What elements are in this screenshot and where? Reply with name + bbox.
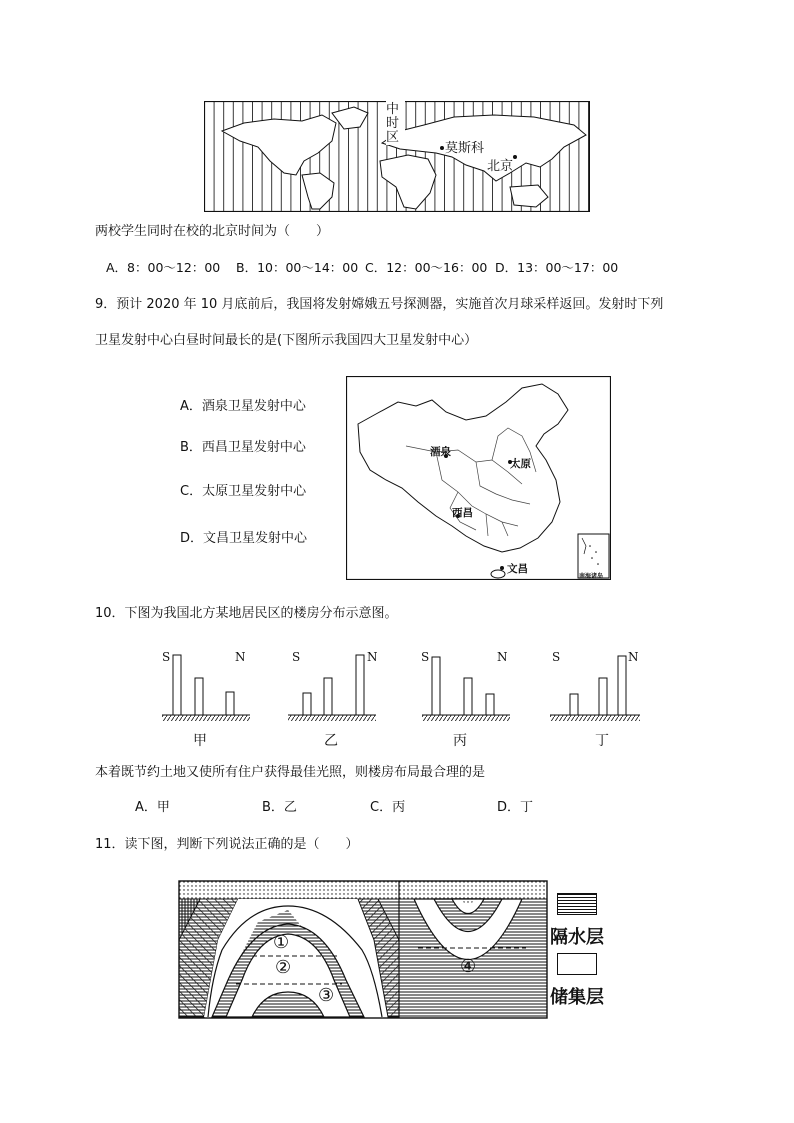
diagram-yi-label: 乙 [324, 733, 338, 749]
diagram-bing-s-label: S [421, 650, 430, 664]
diagram-ding-s-label: S [552, 650, 561, 664]
q10-stem: 10．下图为我国北方某地居民区的楼房分布示意图。 [95, 606, 398, 621]
legend-impermeable-swatch [557, 893, 597, 915]
marker-4: ④ [460, 956, 477, 977]
diagram-jia-n-label: N [235, 650, 246, 664]
q8-option-d: D．13：00～17：00 [495, 260, 619, 275]
q8-option-b: B．10：00～14：00 [236, 260, 359, 275]
diagram-yi-n-label: N [367, 650, 378, 664]
geologic-structure-diagram [178, 880, 550, 1020]
china-map [346, 376, 611, 580]
q10-question: 本着既节约土地又使所有住户获得最佳光照，则楼房布局最合理的是 [95, 765, 486, 780]
q9-option-d: D．文昌卫星发射中心 [180, 531, 308, 546]
map-label-zone: 中时区 [386, 102, 400, 145]
map-label-jiuquan: 酒泉 [430, 446, 451, 458]
diagram-jia-s-label: S [162, 650, 171, 664]
map-label-inset: 南海诸岛 [579, 573, 604, 580]
building-diagrams [150, 645, 650, 725]
diagram-jia-label: 甲 [193, 733, 207, 749]
diagram-bing-n-label: N [497, 650, 508, 664]
q9-stem-line1: 9．预计 2020 年 10 月底前后，我国将发射嫦娥五号探测器，实施首次月球采样返回。发射时下列 [95, 297, 664, 312]
map-label-taiyuan: 太原 [510, 458, 531, 470]
marker-3: ③ [318, 985, 335, 1006]
legend-impermeable-label: 隔水层 [550, 927, 604, 948]
diagram-bing-label: 丙 [453, 733, 467, 749]
diagram-ding-n-label: N [628, 650, 639, 664]
legend-reservoir-label: 储集层 [550, 987, 604, 1008]
q10-option-b: B．乙 [262, 800, 297, 815]
diagram-ding-label: 丁 [595, 733, 609, 749]
map-label-wenchang: 文昌 [507, 563, 528, 575]
q9-stem-line2: 卫星发射中心白昼时间最长的是(下图所示我国四大卫星发射中心） [95, 333, 478, 348]
q10-option-d: D．丁 [497, 800, 534, 815]
q10-option-c: C．丙 [370, 800, 406, 815]
q11-stem: 11．读下图，判断下列说法正确的是（ ） [95, 837, 359, 852]
q9-option-c: C．太原卫星发射中心 [180, 484, 307, 499]
marker-2: ② [275, 957, 292, 978]
q9-option-b: B．西昌卫星发射中心 [180, 440, 306, 455]
q10-option-a: A．甲 [135, 800, 170, 815]
map-label-moscow: 莫斯科 [445, 141, 485, 156]
q8-option-a: A．8：00～12：00 [106, 260, 221, 275]
q8-option-c: C．12：00～16：00 [365, 260, 488, 275]
q8-stem: 两校学生同时在校的北京时间为（ ） [95, 224, 330, 239]
legend-reservoir-swatch [557, 953, 597, 975]
q9-option-a: A．酒泉卫星发射中心 [180, 399, 306, 414]
map-label-beijing: 北京 [487, 159, 514, 174]
diagram-yi-s-label: S [292, 650, 301, 664]
marker-1: ① [273, 932, 290, 953]
map-label-xichang: 西昌 [452, 507, 473, 519]
